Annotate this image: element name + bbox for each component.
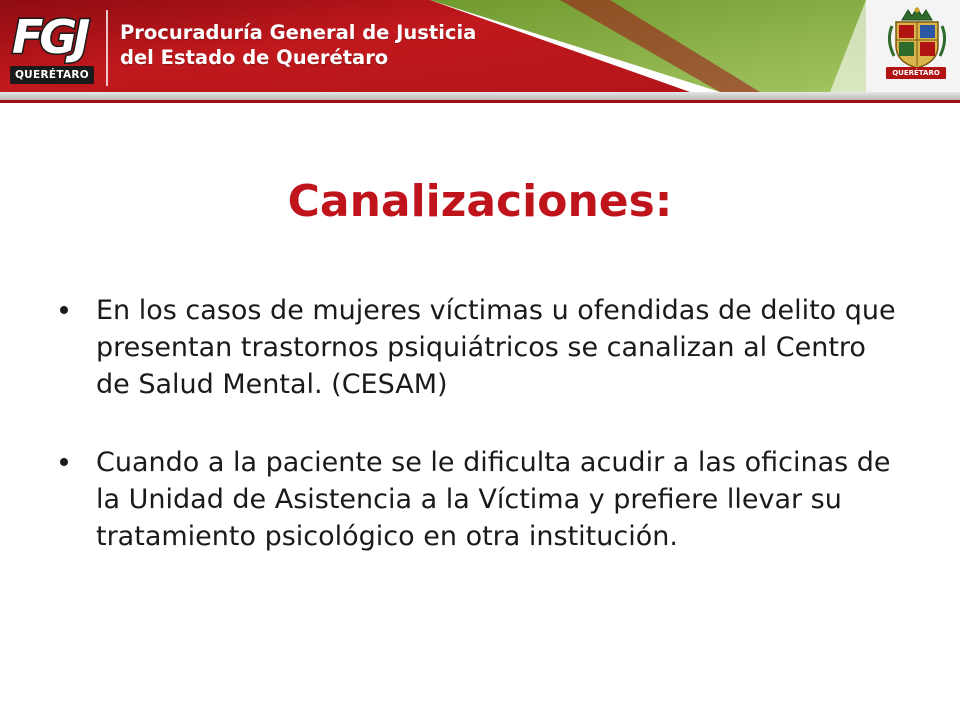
header-banner [0, 0, 960, 106]
fgj-logo-letters: FGJ [12, 10, 87, 64]
banner-divider [106, 10, 108, 86]
bullet-list [58, 292, 898, 596]
bullet-item [58, 444, 898, 555]
institution-name [120, 20, 476, 70]
bullet-item [58, 292, 898, 403]
bullet-text: Cuando a la paciente se le dificulta acudir a las oficinas de la Unidad de Asistencia a la Víctima y prefiere llevar su tratamiento psicológico en otra institución. [96, 447, 891, 552]
institution-line-1: Procuraduría General de Justicia [120, 21, 477, 44]
fgj-logo-subtext: QUERÉTARO [10, 66, 94, 84]
bullet-dot-icon [60, 306, 68, 314]
bullet-text: En los casos de mujeres víctimas u ofendidas de delito que presentan trastornos psiquiátricos se canalizan al Centro de Salud Mental. (CESAM) [96, 295, 896, 400]
crest-label: QUERÉTARO [886, 67, 946, 79]
institution-line-2: del Estado de Querétaro [120, 46, 389, 69]
slide-title: Canalizaciones: [287, 176, 673, 227]
fgj-logo-icon [8, 10, 96, 88]
bullet-dot-icon [60, 458, 68, 466]
